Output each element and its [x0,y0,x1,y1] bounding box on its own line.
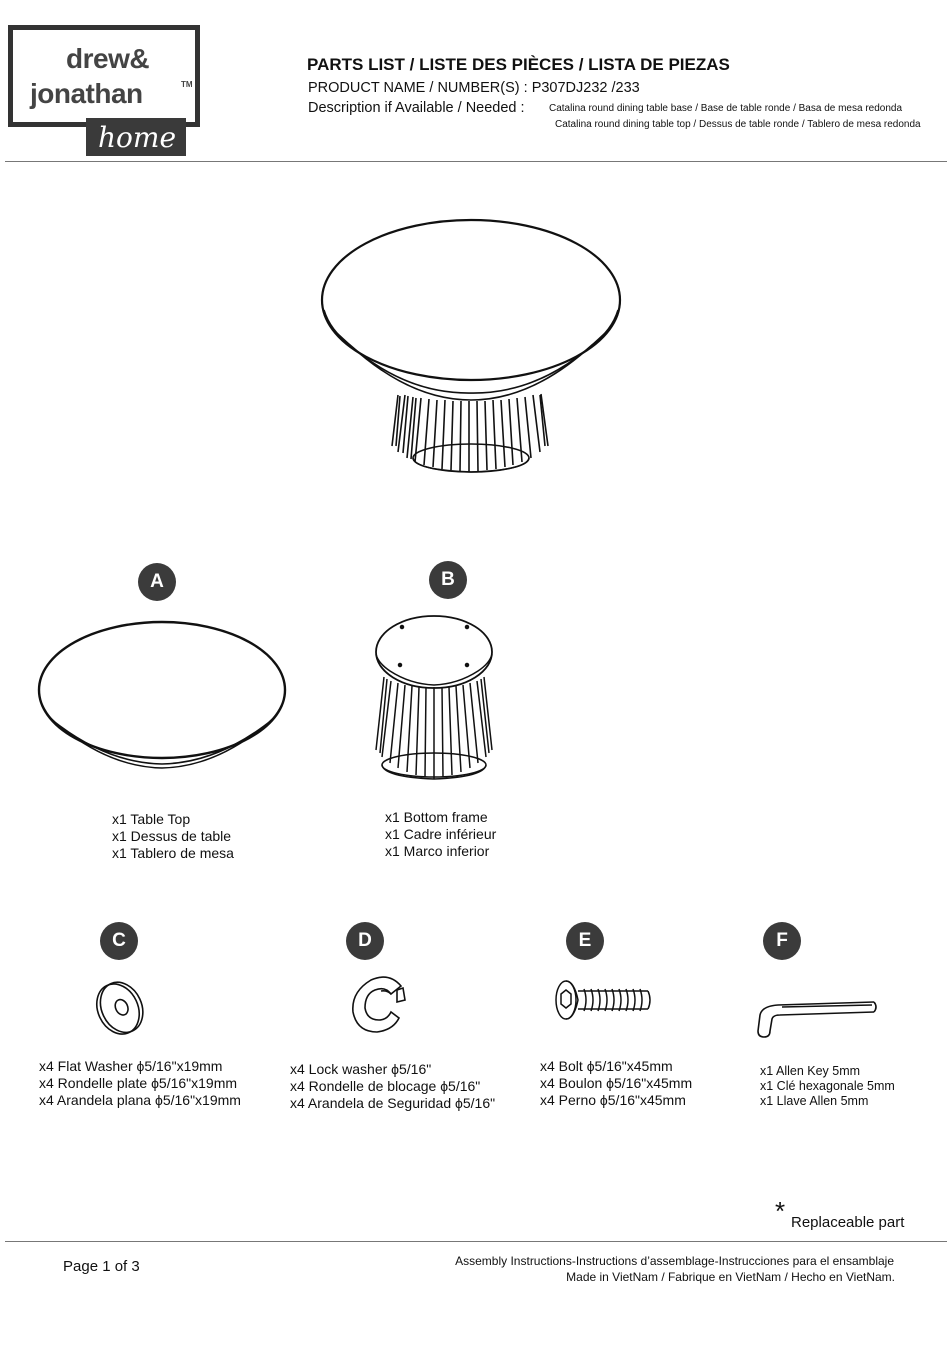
footer-divider [5,1241,947,1242]
part-b-line-es: x1 Marco inferior [385,843,490,859]
part-c-caption [39,1058,241,1109]
part-e-caption [540,1058,692,1109]
page-title: PARTS LIST / LISTE DES PIÈCES / LISTA DE PIEZAS [307,55,730,74]
part-d-line-en: x4 Lock washer ϕ5/16" [290,1061,432,1077]
part-badge-a: A [138,563,176,601]
allen-key-illustration [752,995,892,1045]
logo-trademark: TM [181,80,193,89]
flat-washer-illustration [85,978,165,1048]
assembled-table-illustration [0,0,950,520]
part-b-line-fr: x1 Cadre inférieur [385,826,497,842]
part-a-line-en: x1 Table Top [112,811,191,827]
part-a-line-fr: x1 Dessus de table [112,828,232,844]
part-e-line-en: x4 Bolt ϕ5/16"x45mm [540,1058,673,1074]
part-d-caption [290,1061,495,1112]
part-badge-c: C [100,922,138,960]
logo-text-drew: drew& [66,43,150,74]
part-c-line-fr: x4 Rondelle plate ϕ5/16"x19mm [39,1075,238,1091]
part-c-line-es: x4 Arandela plana ϕ5/16"x19mm [39,1092,241,1108]
bolt-illustration [552,978,662,1028]
part-f-line-es: x1 Llave Allen 5mm [760,1094,869,1108]
part-b-caption [385,809,496,860]
part-d-line-fr: x4 Rondelle de blocage ϕ5/16" [290,1078,481,1094]
replaceable-label: Replaceable part [791,1214,905,1231]
replaceable-star-icon: * [775,1196,786,1226]
page-number: Page 1 of 3 [63,1258,140,1275]
logo-text-jonathan: jonathan [30,78,143,109]
part-f-line-fr: x1 Clé hexagonale 5mm [760,1079,895,1093]
part-badge-d: D [346,922,384,960]
part-f-caption [760,1064,895,1109]
table-top-illustration [0,600,300,800]
part-e-line-fr: x4 Boulon ϕ5/16"x45mm [540,1075,693,1091]
description-label: Description if Available / Needed : [308,100,525,116]
description-line-1: Catalina round dining table base / Base de table ronde / Basa de mesa redonda [549,103,903,114]
bottom-frame-illustration [360,605,560,805]
logo-text-home: home [98,121,177,154]
part-b-line-en: x1 Bottom frame [385,809,488,825]
part-c-line-en: x4 Flat Washer ϕ5/16"x19mm [39,1058,223,1074]
part-e-line-es: x4 Perno ϕ5/16"x45mm [540,1092,686,1108]
part-badge-f: F [763,922,801,960]
part-d-line-es: x4 Arandela de Seguridad ϕ5/16" [290,1095,496,1111]
description-line-2: Catalina round dining table top / Dessus de table ronde / Tablero de mesa redonda [555,119,921,130]
part-f-line-en: x1 Allen Key 5mm [760,1064,861,1078]
part-badge-b: B [429,561,467,599]
part-a-line-es: x1 Tablero de mesa [112,845,234,861]
footer-origin-line: Made in VietNam / Fabrique en VietNam / Hecho en VietNam. [566,1270,895,1284]
product-number: PRODUCT NAME / NUMBER(S) : P307DJ232 /233 [308,80,640,96]
footer-assembly-line: Assembly Instructions-Instructions d’assemblage-Instrucciones para el ensamblaje [455,1254,894,1268]
part-badge-e: E [566,922,604,960]
lock-washer-illustration [345,970,425,1040]
part-a-caption [112,811,234,862]
